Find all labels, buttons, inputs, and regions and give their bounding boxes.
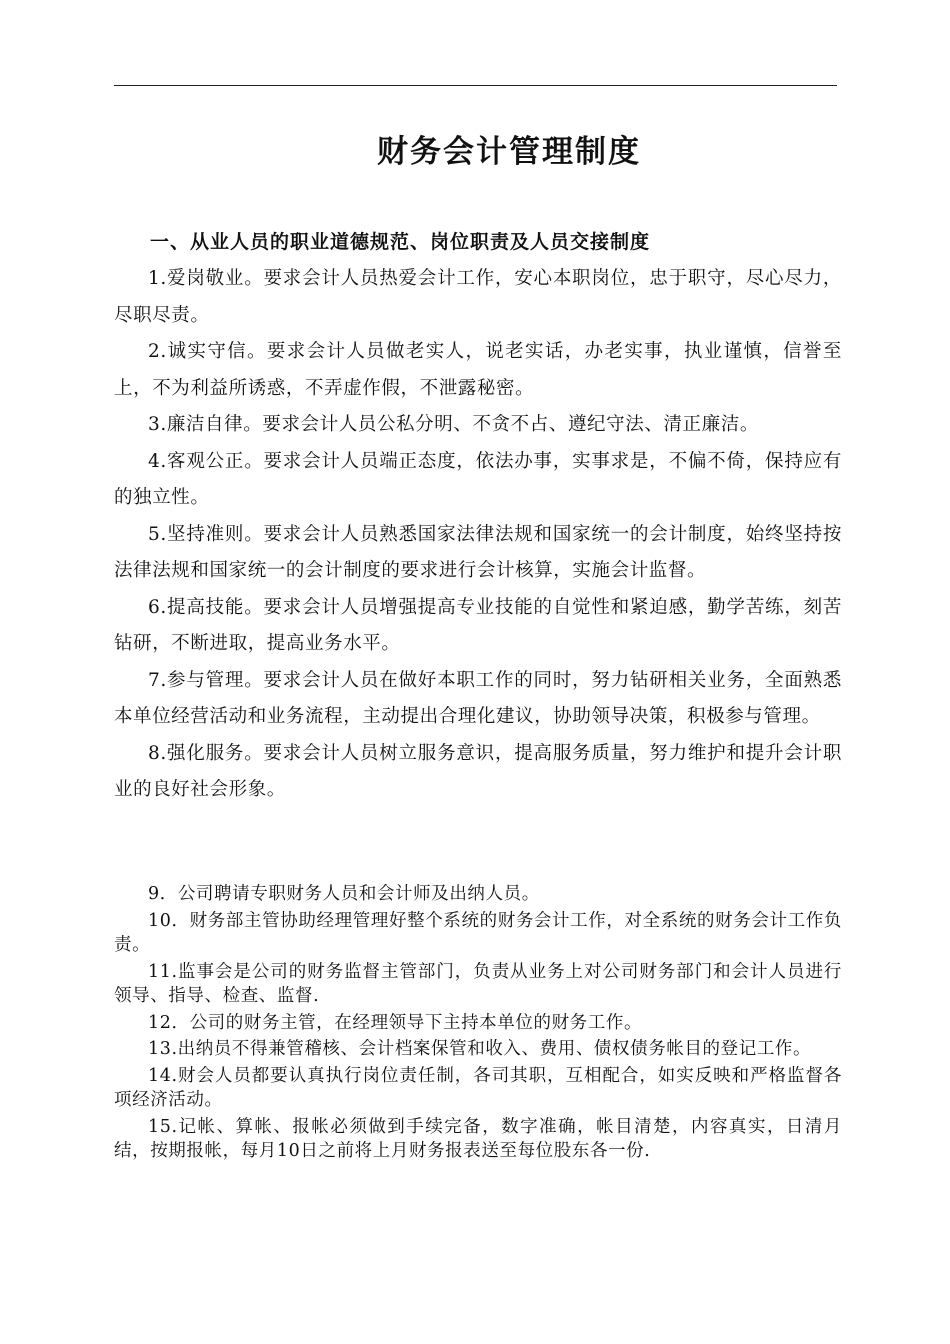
paragraph-12: 12．公司的财务主管，在经理领导下主持本单位的财务工作。 [148,1012,643,1033]
paragraph-3: 3.廉洁自律。要求会计人员公私分明、不贪不占、遵纪守法、清正廉洁。 [148,414,759,435]
paragraph-13: 13.出纳员不得兼管稽核、会计档案保管和收入、费用、债权债务帐目的登记工作。 [148,1039,812,1059]
document-title: 财务会计管理制度 [377,134,641,170]
paragraph-8: 8.强化服务。要求会计人员树立服务意识，提高服务质量，努力维护和提升会计职业的良好社会形象。 [114,742,842,800]
paragraph-10: 10．财务部主管协助经理管理好整个系统的财务会计工作，对全系统的财务会计工作负责。 [114,910,842,955]
paragraph-9: 9．公司聘请专职财务人员和会计师及出纳人员。 [148,884,540,904]
header-rule [114,85,837,86]
paragraph-4: 4.客观公正。要求会计人员端正态度，依法办事，实事求是，不偏不倚，保持应有的独立性。 [114,450,842,508]
paragraph-2: 2.诚实守信。要求会计人员做老实人，说老实话，办老实事，执业谨慎，信誉至上，不为利益所诱惑，不弄虚作假，不泄露秘密。 [114,341,842,399]
paragraph-15: 15.记帐、算帐、报帐必须做到手续完备，数字准确，帐目清楚，内容真实，日清月结，按期报帐，每月10日之前将上月财务报表送至每位股东各一份. [114,1116,842,1161]
section-heading: 一、从业人员的职业道德规范、岗位职责及人员交接制度 [150,231,651,253]
paragraph-6: 6.提高技能。要求会计人员增强提高专业技能的自觉性和紧迫感，勤学苦练，刻苦钻研，不断进取，提高业务水平。 [114,596,842,654]
paragraph-11: 11.监事会是公司的财务监督主管部门，负责从业务上对公司财务部门和会计人员进行领导、指导、检查、监督. [114,961,842,1006]
duty-paragraphs [114,882,842,1164]
paragraph-1: 1.爱岗敬业。要求会计人员热爱会计工作，安心本职岗位，忠于职守，尽心尽力，尽职尽责。 [114,268,842,326]
ethics-paragraphs [114,261,842,809]
paragraph-7: 7.参与管理。要求会计人员在做好本职工作的同时，努力钻研相关业务，全面熟悉本单位经营活动和业务流程，主动提出合理化建议，协助领导决策，积极参与管理。 [114,669,842,727]
paragraph-5: 5.坚持准则。要求会计人员熟悉国家法律法规和国家统一的会计制度，始终坚持按法律法规和国家统一的会计制度的要求进行会计核算，实施会计监督。 [114,523,842,581]
paragraph-14: 14.财会人员都要认真执行岗位责任制，各司其职，互相配合，如实反映和严格监督各项经济活动。 [114,1065,842,1110]
